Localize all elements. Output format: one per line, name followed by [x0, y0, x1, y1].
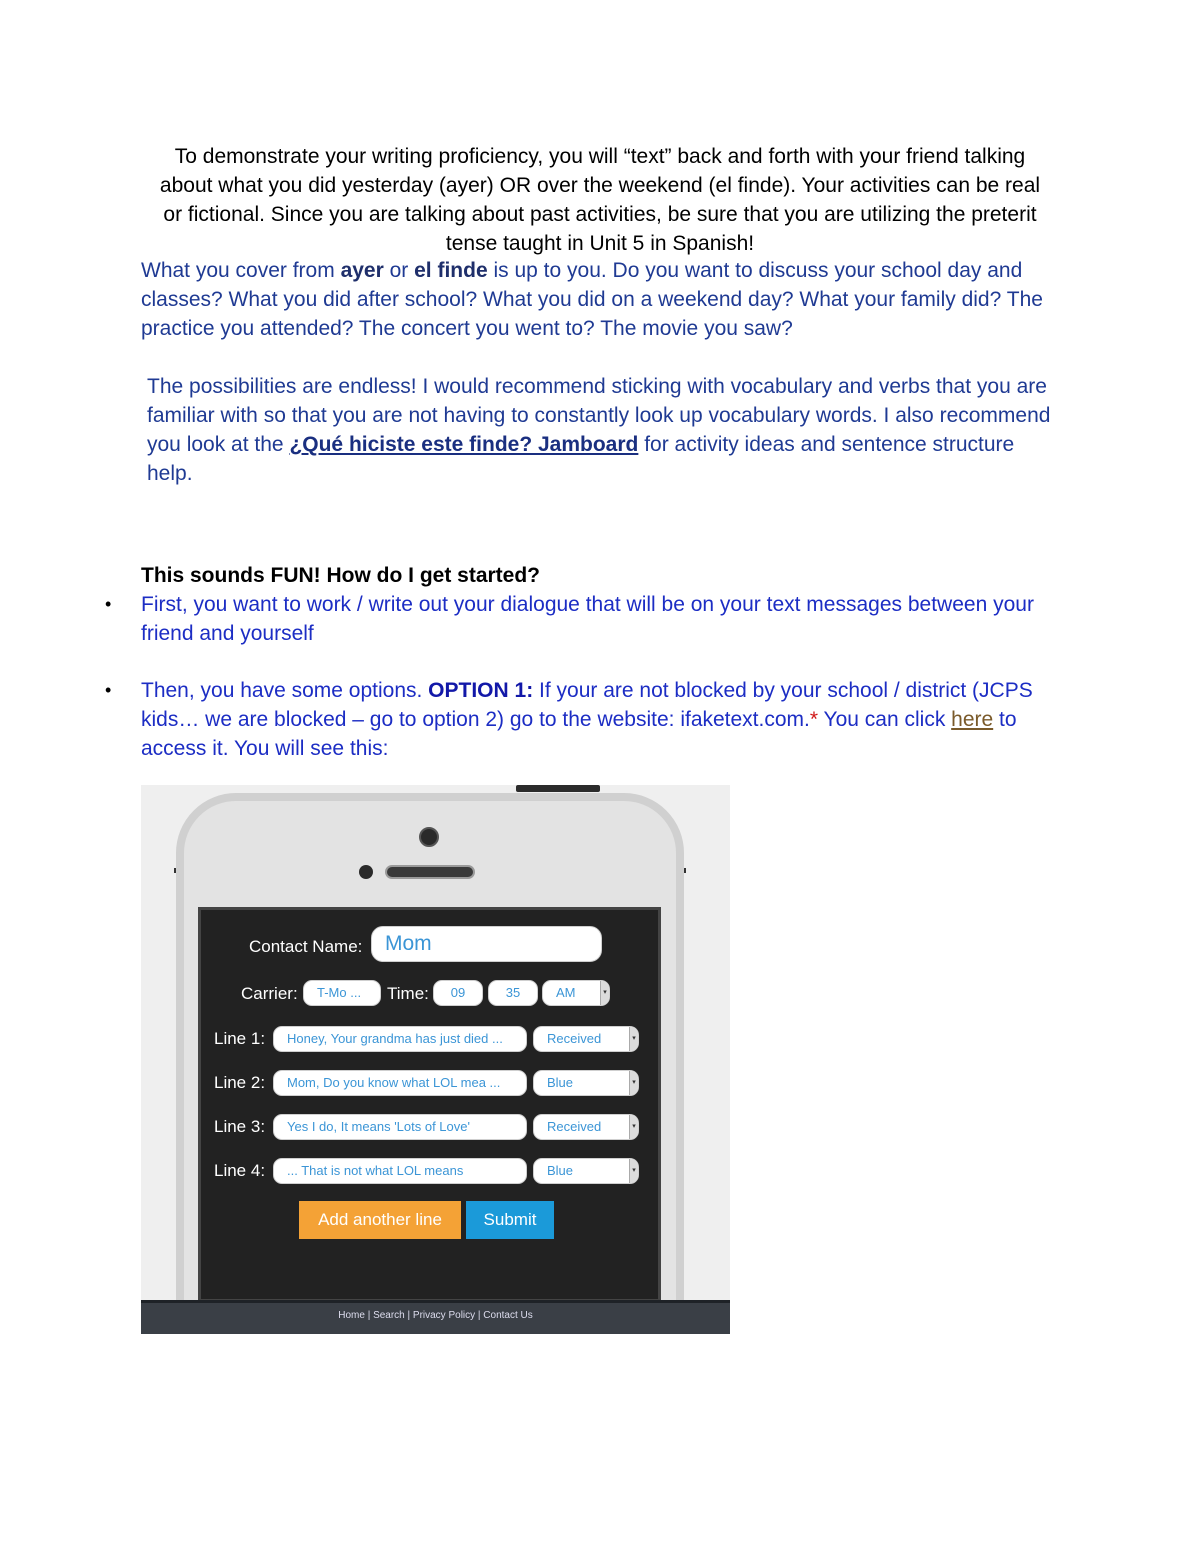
power-button: [516, 785, 600, 792]
step-text: You can click: [818, 708, 952, 731]
submit-button[interactable]: Submit: [466, 1201, 554, 1239]
phone-screen: [198, 907, 661, 1302]
here-link[interactable]: here: [951, 708, 994, 731]
time-label: Time:: [387, 984, 429, 1003]
intro-line: To demonstrate your writing proficiency, you will “text” back and forth with your friend talking: [174, 145, 1026, 168]
hour-input[interactable]: 09: [433, 980, 483, 1006]
line-text-input[interactable]: Yes I do, It means 'Lots of Love': [273, 1114, 527, 1140]
carrier-label: Carrier:: [241, 984, 298, 1003]
intro-line: or fictional. Since you are talking about past activities, be sure that you are utilizing the preterit: [163, 203, 1037, 226]
chevron-down-icon: ▾: [629, 1115, 638, 1139]
ampm-value: AM: [556, 985, 576, 1000]
line-label: Line 1:: [214, 1029, 266, 1048]
camera-icon: [419, 827, 439, 847]
steps-list: [105, 590, 1071, 791]
line-type-value: Received: [547, 1031, 602, 1046]
line-text-input[interactable]: Mom, Do you know what LOL mea ...: [273, 1070, 527, 1096]
asterisk: *: [809, 708, 819, 731]
chevron-down-icon: ▾: [629, 1027, 638, 1051]
chevron-down-icon: ▾: [629, 1071, 638, 1095]
line-text-input[interactable]: ... That is not what LOL means: [273, 1158, 527, 1184]
cover-text: is up to you. Do you want to discuss your school day and classes? What you did after school? What you did on a weekend day? What your family did? The practice you attended? The concert you went to? The movie you saw?: [141, 259, 1043, 340]
ampm-select[interactable]: [542, 980, 610, 1006]
step-text: to access it. You will see this:: [141, 708, 1017, 760]
intro-line: tense taught in Unit 5 in Spanish!: [445, 232, 755, 255]
minute-input[interactable]: 35: [488, 980, 538, 1006]
add-line-button[interactable]: Add another line: [299, 1201, 461, 1239]
line-type-value: Received: [547, 1119, 602, 1134]
line-type-value: Blue: [547, 1163, 574, 1178]
contact-label: Contact Name:: [249, 937, 363, 956]
step-text: If your are not blocked by your school / district (JCPS kids… we are blocked – go to option 2) go to the website: ifaketext.com.: [141, 679, 1033, 731]
possibilities-paragraph: [141, 372, 1061, 488]
intro-line: about what you did yesterday (ayer) OR over the weekend (el finde). Your activities can be real: [159, 174, 1041, 197]
sensor-icon: [359, 865, 373, 879]
intro-paragraph: [140, 142, 1060, 258]
step-text: Then, you have some options.: [141, 679, 429, 702]
cover-paragraph: [141, 256, 1061, 343]
site-footer[interactable]: Home | Search | Privacy Policy | Contact Us: [141, 1300, 730, 1334]
bullet-icon: •: [105, 594, 112, 614]
line-label: Line 2:: [214, 1073, 266, 1092]
list-item: [105, 590, 1071, 648]
finde-term: el finde: [414, 259, 488, 282]
chevron-down-icon: ▾: [629, 1159, 638, 1183]
bullet-icon: •: [105, 680, 112, 700]
list-item: [105, 676, 1071, 763]
line-text-input[interactable]: Honey, Your grandma has just died ...: [273, 1026, 527, 1052]
ifaketext-screenshot: [141, 785, 730, 1334]
possibilities-text: for activity ideas and sentence structure help.: [147, 433, 1015, 485]
option-label: OPTION 1:: [428, 679, 534, 702]
contact-name-input[interactable]: Mom: [371, 926, 602, 962]
cover-text: or: [383, 259, 415, 282]
speaker-icon: [385, 865, 475, 879]
line-type-select[interactable]: [533, 1158, 639, 1184]
line-type-select[interactable]: [533, 1026, 639, 1052]
possibilities-text: The possibilities are endless! I would recommend sticking with vocabulary and verbs that you are familiar with so that you are not having to constantly look up vocabulary words. I also recommend you look at the: [147, 375, 1051, 456]
cover-text: What you cover from: [141, 259, 341, 282]
step-text: First, you want to work / write out your dialogue that will be on your text messages between your friend and yourself: [141, 593, 1034, 645]
carrier-input[interactable]: T-Mo ...: [303, 980, 381, 1006]
jamboard-link[interactable]: ¿Qué hiciste este finde? Jamboard: [289, 433, 639, 456]
ayer-term: ayer: [340, 259, 384, 282]
line-type-select[interactable]: [533, 1070, 639, 1096]
line-type-select[interactable]: [533, 1114, 639, 1140]
line-label: Line 3:: [214, 1117, 266, 1136]
started-heading: This sounds FUN! How do I get started?: [141, 564, 540, 587]
line-type-value: Blue: [547, 1075, 574, 1090]
line-label: Line 4:: [214, 1161, 266, 1180]
chevron-down-icon: ▾: [600, 981, 609, 1005]
